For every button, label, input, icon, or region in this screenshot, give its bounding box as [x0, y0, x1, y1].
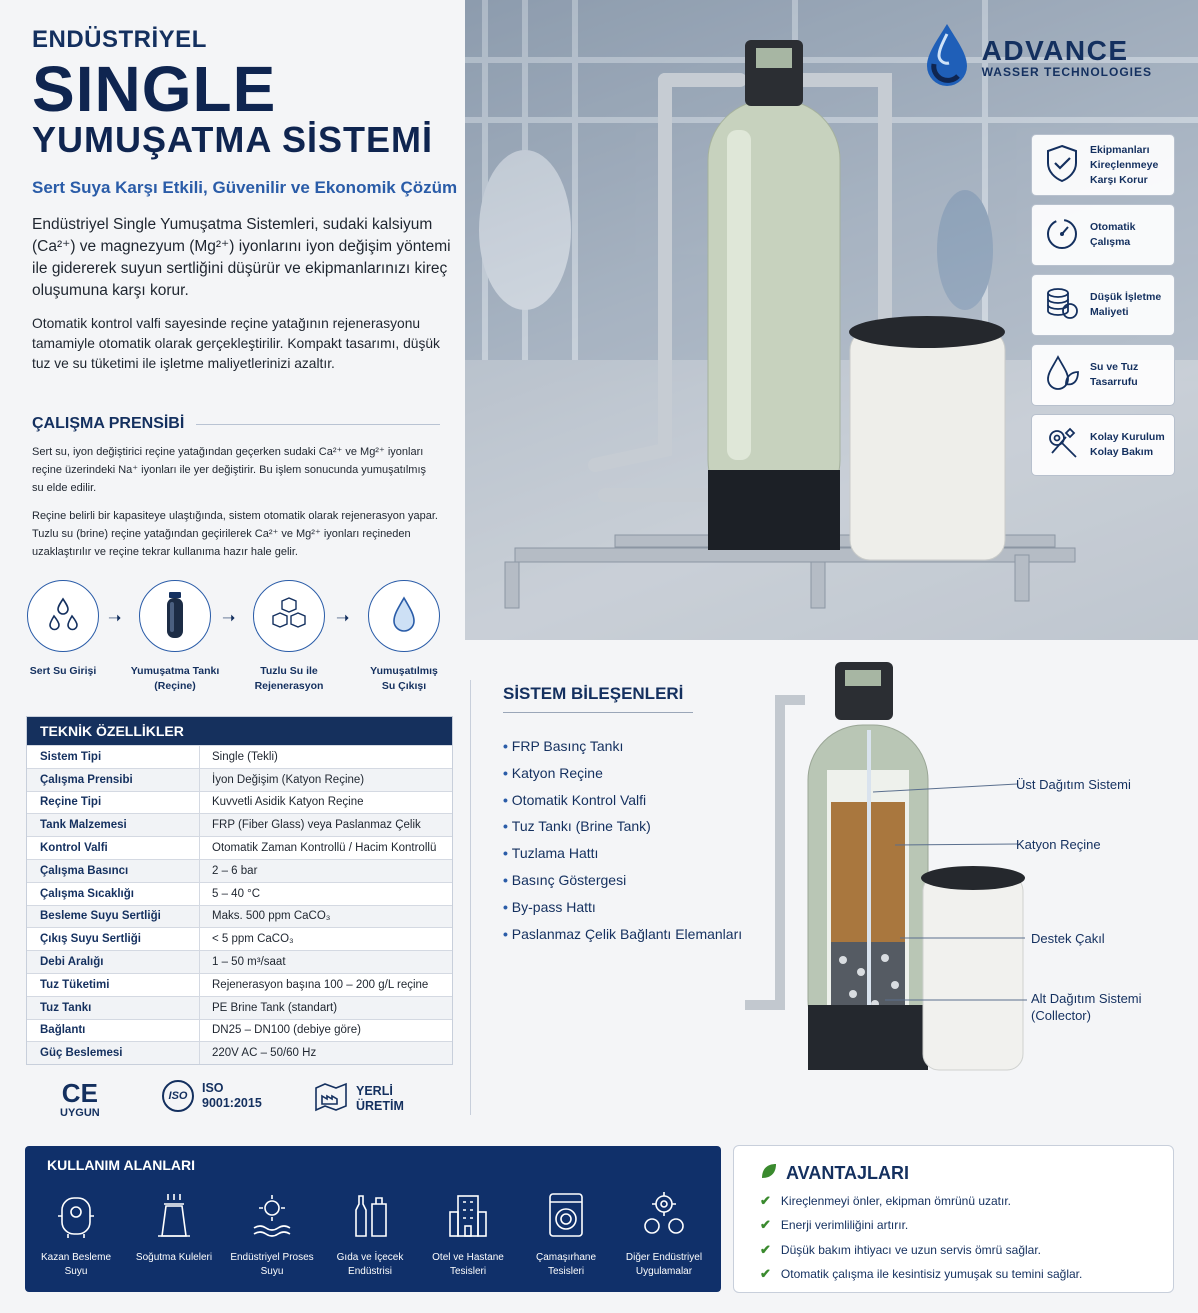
principle-title: ÇALIŞMA PRENSİBİ	[32, 415, 185, 432]
iso-number: 9001:2015	[202, 1096, 262, 1110]
feature-badge	[1031, 274, 1175, 336]
spec-key: Bağlantı	[27, 1020, 200, 1042]
check-icon: ✔	[760, 1265, 771, 1281]
usage-label-2: Uygulamalar	[635, 1266, 693, 1277]
badge-line-1: Düşük İşletme	[1090, 291, 1162, 303]
badge-line-1: Kolay Kurulum	[1090, 431, 1165, 443]
list-item: • Paslanmaz Çelik Bağlantı Elemanları	[503, 921, 742, 948]
process-label: Sert Su Girişi	[29, 665, 97, 677]
leaf-icon	[760, 1162, 778, 1185]
uretim-label: ÜRETİM	[356, 1098, 404, 1113]
advantages-list	[760, 1189, 1082, 1286]
specs-title: TEKNİK ÖZELLİKLER	[27, 717, 452, 745]
spec-key: Tank Malzemesi	[27, 814, 200, 836]
list-item: • Tuz Tankı (Brine Tank)	[503, 813, 742, 840]
tank-cutaway-illustration	[735, 660, 1035, 1090]
drop-leaf-icon	[1044, 354, 1080, 397]
usage-item	[615, 1190, 713, 1279]
feature-badge	[1031, 134, 1175, 196]
tagline: Sert Suya Karşı Etkili, Güvenilir ve Ekonomik Çözüm	[32, 178, 458, 197]
advantage-text: Otomatik çalışma ile kesintisiz yumuşak su temini sağlar.	[780, 1266, 1083, 1281]
table-row	[27, 745, 452, 768]
table-row	[27, 950, 452, 973]
table-row	[27, 973, 452, 996]
principle-paragraph-1: Sert su, iyon değiştirici reçine yatağından geçerken sudaki Ca²⁺ ve Mg²⁺ iyonları reçine üzerindeki Na⁺ iyonları ile yer değiştirir. Bu işlem sonucunda yumuşatılmış su elde edilir.	[32, 446, 427, 494]
principle-paragraph-2: Reçine belirli bir kapasiteye ulaştığında, sistem otomatik olarak rejenerasyon yapar. Tuzlu su (brine) reçine yatağından geçirilerek Ca²⁺ ve Mg²⁺ iyonları reçineden uzaklaştırılır ve reçine tekrar kullanıma hazır hale gelir.	[32, 510, 438, 558]
process-label: Yumuşatılmış	[370, 665, 438, 677]
callout-top-distribution: Üst Dağıtım Sistemi	[1016, 777, 1131, 792]
table-row	[27, 996, 452, 1019]
principle-heading	[32, 415, 440, 433]
list-item: • Tuzlama Hattı	[503, 840, 742, 867]
table-row	[27, 927, 452, 950]
usage-item	[517, 1190, 615, 1279]
callout-bottom-line-2: (Collector)	[1031, 1008, 1091, 1023]
spec-value: Otomatik Zaman Kontrollü / Hacim Kontrollü	[212, 842, 437, 855]
usage-label-2: Suyu	[64, 1266, 88, 1277]
usage-item	[321, 1190, 419, 1279]
intro-section	[32, 26, 458, 374]
usage-label: Diğer Endüstriyel	[625, 1252, 703, 1263]
spec-key: Çalışma Prensibi	[27, 769, 200, 791]
brand-name: ADVANCE	[981, 34, 1129, 66]
advantage-text: Kireçlenmeyi önler, ekipman ömrünü uzatır.	[780, 1194, 1012, 1208]
process-step-4	[349, 580, 459, 694]
cooling-tower-icon	[152, 1227, 196, 1244]
badge-line-2: Kireçlenmeye	[1090, 158, 1159, 171]
badge-line-2: Tasarrufu	[1090, 376, 1138, 388]
usage-label: Gıda ve İçecek	[336, 1252, 404, 1263]
spec-key: Çalışma Basıncı	[27, 860, 200, 882]
usage-label-2: Suyu	[260, 1266, 284, 1277]
auto-timer-icon	[1044, 215, 1080, 256]
table-row	[27, 1041, 452, 1064]
washing-machine-icon	[544, 1227, 588, 1244]
brand-tagline: WASSER TECHNOLOGIES	[981, 64, 1152, 79]
spec-key: Debi Aralığı	[27, 951, 200, 973]
advantages-title: AVANTAJLARI	[786, 1163, 909, 1183]
usage-item	[223, 1190, 321, 1279]
ce-label: UYGUN	[60, 1107, 100, 1119]
spec-value: 1 – 50 m³/saat	[212, 956, 286, 969]
spec-value: DN25 – DN100 (debiye göre)	[212, 1024, 361, 1037]
usage-areas-panel	[25, 1146, 721, 1292]
spec-value: < 5 ppm CaCO₃	[212, 933, 294, 946]
process-label-2: Su Çıkışı	[381, 680, 427, 692]
list-item: • Otomatik Kontrol Valfi	[503, 787, 742, 814]
boiler-icon	[54, 1227, 98, 1244]
shield-check-icon	[1044, 143, 1080, 188]
callout-gravel: Destek Çakıl	[1031, 931, 1105, 946]
spec-key: Tuz Tüketimi	[27, 974, 200, 996]
usage-label-2: Tesisleri	[449, 1266, 487, 1277]
spec-value: Single (Tekli)	[212, 750, 278, 763]
certifications	[30, 1080, 450, 1124]
ce-cert	[60, 1080, 100, 1121]
advantages-heading	[760, 1162, 909, 1185]
advantages-panel	[733, 1145, 1174, 1293]
callout-bottom-line-1: Alt Dağıtım Sistemi	[1031, 991, 1142, 1006]
process-label: Tuzlu Su ile	[260, 665, 318, 677]
check-icon: ✔	[760, 1193, 771, 1208]
spec-key: Besleme Suyu Sertliği	[27, 906, 200, 928]
list-item	[760, 1238, 1082, 1262]
callout-bottom-distribution	[1031, 990, 1142, 1024]
arrow-right-icon: ➝	[336, 610, 350, 627]
usage-label: Otel ve Hastane	[432, 1252, 504, 1263]
specs-table	[26, 716, 453, 1065]
spec-key: Güç Beslemesi	[27, 1042, 200, 1064]
callout-resin: Katyon Reçine	[1016, 837, 1101, 852]
intro-paragraph-2: Otomatik kontrol valfi sayesinde reçine yatağının rejenerasyonu tamamiyle otomatik olarak gerçekleştirilir. Kompakt tasarımı, düşük tuz ve su tüketimi ile işletme maliyetlerinizi azaltır.	[32, 316, 440, 371]
spec-value: Maks. 500 ppm CaCO₃	[212, 910, 331, 923]
table-row	[27, 1019, 452, 1042]
list-item	[760, 1213, 1082, 1237]
building-icon	[446, 1227, 490, 1244]
spec-key: Reçine Tipi	[27, 792, 200, 814]
components-title: SİSTEM BİLEŞENLERİ	[503, 684, 693, 713]
spec-value: 2 – 6 bar	[212, 864, 258, 877]
table-row	[27, 859, 452, 882]
feature-badge	[1031, 204, 1175, 266]
list-item: • Basınç Göstergesi	[503, 867, 742, 894]
badge-line-3: Karşı Korur	[1090, 173, 1148, 186]
table-row	[27, 882, 452, 905]
process-step-2	[120, 580, 230, 694]
spec-value: Rejenerasyon başına 100 – 200 g/L reçine	[212, 978, 429, 991]
spec-key: Tuz Tankı	[27, 997, 200, 1019]
check-icon: ✔	[760, 1241, 771, 1257]
spec-value: 220V AC – 50/60 Hz	[212, 1047, 317, 1060]
components-list	[503, 733, 742, 947]
usage-label-2: Endüstrisi	[348, 1266, 392, 1277]
spec-key: Kontrol Valfi	[27, 837, 200, 859]
usage-item	[419, 1190, 517, 1279]
advantage-text: Enerji verimliliğini artırır.	[780, 1218, 909, 1233]
water-drop-logo-icon	[922, 22, 972, 93]
spec-value: İyon Değişim (Katyon Reçine)	[212, 773, 365, 786]
list-item	[760, 1262, 1082, 1286]
feature-badge	[1031, 414, 1175, 476]
divider	[196, 424, 440, 425]
table-row	[27, 905, 452, 928]
page-subtitle: YUMUŞATMA SİSTEMİ	[32, 119, 433, 160]
eyebrow: ENDÜSTRİYEL	[32, 26, 207, 53]
spec-key: Sistem Tipi	[27, 746, 200, 768]
process-flow	[20, 580, 460, 695]
water-drops-icon	[27, 580, 99, 652]
usage-label: Kazan Besleme	[40, 1252, 112, 1263]
specs-rows	[27, 745, 452, 1064]
local-production-cert	[314, 1080, 404, 1117]
usage-item	[125, 1190, 223, 1265]
spec-value: Kuvvetli Asidik Katyon Reçine	[212, 796, 364, 809]
usage-label: Soğutma Kuleleri	[135, 1252, 213, 1263]
advantage-text: Düşük bakım ihtiyacı ve uzun servis ömrü sağlar.	[780, 1242, 1042, 1257]
badge-line-2: Maliyeti	[1090, 306, 1129, 318]
badge-line-2: Kolay Bakım	[1090, 446, 1154, 458]
process-water-icon	[250, 1227, 294, 1244]
page-title: SINGLE	[32, 53, 277, 125]
list-item	[760, 1189, 1082, 1213]
badge-line-1: Ekipmanları	[1090, 143, 1150, 156]
list-item: • FRP Basınç Tankı	[503, 733, 742, 760]
table-row	[27, 791, 452, 814]
badge-line-2: Çalışma	[1090, 236, 1131, 248]
process-label-2: Rejenerasyon	[254, 680, 324, 692]
check-icon: ✔	[760, 1217, 771, 1233]
process-step-3	[234, 580, 344, 694]
spec-value: PE Brine Tank (standart)	[212, 1001, 338, 1014]
hero-product-image	[465, 0, 1198, 640]
brand-logo	[922, 22, 1152, 93]
badge-line-1: Su ve Tuz	[1090, 361, 1139, 373]
table-row	[27, 813, 452, 836]
tools-icon	[1044, 425, 1080, 466]
salt-cubes-icon	[253, 580, 325, 652]
table-row	[27, 768, 452, 791]
usage-item	[27, 1190, 125, 1279]
iso-cert	[162, 1080, 262, 1112]
bottles-icon	[348, 1227, 392, 1244]
iso-label: ISO	[202, 1081, 224, 1095]
process-step-1	[8, 580, 118, 679]
feature-badge	[1031, 344, 1175, 406]
badge-line-1: Otomatik	[1090, 221, 1136, 233]
usage-label: Çamaşırhane	[535, 1252, 597, 1263]
divider	[470, 680, 471, 1115]
iso-badge-icon: ISO	[162, 1080, 194, 1112]
intro-paragraph-1: Endüstriyel Single Yumuşatma Sistemleri, sudaki kalsiyum (Ca²⁺) ve magnezyum (Mg²⁺) iyonlarını iyon değişim yöntemi ile gidererek suyun sertliğini düşürür ve ekipmanlarınızı kireç oluşumuna karşı korur.	[32, 216, 451, 299]
gears-icon	[642, 1227, 686, 1244]
ce-mark: CE	[61, 1078, 98, 1108]
usage-label-2: Tesisleri	[547, 1266, 585, 1277]
coins-icon	[1044, 285, 1080, 326]
arrow-right-icon: ➝	[108, 610, 122, 627]
spec-key: Çıkış Suyu Sertliği	[27, 928, 200, 950]
list-item: • By-pass Hattı	[503, 894, 742, 921]
process-label-2: (Reçine)	[154, 680, 196, 692]
yerli-label: YERLİ	[356, 1083, 393, 1098]
arrow-right-icon: ➝	[222, 610, 236, 627]
tank-icon	[139, 580, 211, 652]
usage-title: KULLANIM ALANLARI	[47, 1157, 196, 1173]
process-label: Yumuşatma Tankı	[130, 665, 220, 677]
feature-badges	[1031, 134, 1175, 484]
factory-map-icon	[314, 1080, 348, 1117]
table-row	[27, 836, 452, 859]
usage-label: Endüstriyel Proses	[230, 1252, 314, 1263]
water-drop-icon	[368, 580, 440, 652]
spec-value: 5 – 40 °C	[212, 887, 261, 900]
principle-section	[32, 415, 440, 561]
list-item: • Katyon Reçine	[503, 760, 742, 787]
spec-value: FRP (Fiber Glass) veya Paslanmaz Çelik	[212, 819, 421, 832]
spec-key: Çalışma Sıcaklığı	[27, 883, 200, 905]
